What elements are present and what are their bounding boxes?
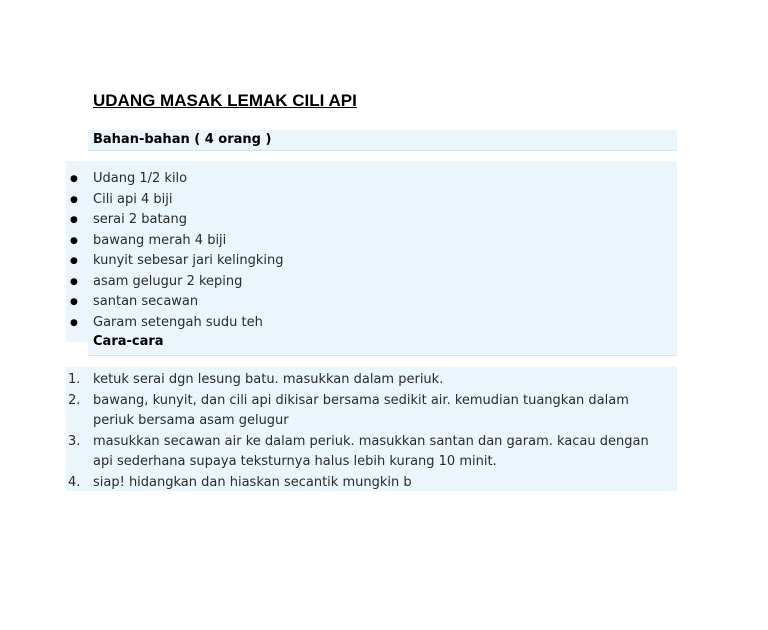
list-item [66, 313, 283, 334]
list-item [66, 473, 663, 494]
method-list [66, 370, 663, 493]
bullet-icon: ● [70, 194, 78, 205]
method-heading-band [88, 334, 677, 356]
bullet-icon: ● [70, 235, 78, 246]
list-item [66, 272, 283, 293]
bullet-icon: ● [70, 317, 78, 328]
list-item [66, 190, 283, 211]
step-number: 1. [68, 372, 81, 387]
step-text: masukkan secawan air ke dalam periuk. masukkan santan dan garam. kacau dengan api sederhana supaya teksturnya halus lebih kurang 10 minit. [93, 433, 649, 469]
list-item [66, 292, 283, 313]
ingredient-text: bawang merah 4 biji [93, 232, 227, 248]
bullet-icon: ● [70, 174, 78, 184]
page-title: UDANG MASAK LEMAK CILI API [93, 91, 357, 110]
list-item [66, 391, 663, 432]
bullet-icon: ● [70, 215, 78, 225]
list-item [66, 210, 283, 231]
list-item [66, 169, 283, 190]
step-text: bawang, kunyit, dan cili api dikisar bersama sedikit air. kemudian tuangkan dalam periuk bersama asam gelugur [93, 392, 629, 428]
bullet-icon: ● [70, 297, 78, 307]
step-number: 4. [68, 474, 81, 490]
ingredient-text: Garam setengah sudu teh [93, 314, 263, 330]
ingredients-list [66, 169, 283, 333]
ingredients-heading: Bahan-bahan ( 4 orang ) [93, 132, 272, 147]
ingredient-text: serai 2 batang [93, 212, 188, 227]
step-text: ketuk serai dgn lesung batu. masukkan dalam periuk. [93, 372, 444, 387]
step-text: siap! hidangkan dan hiaskan secantik mungkin b [93, 474, 412, 490]
ingredient-text: Cili api 4 biji [93, 191, 173, 207]
list-item [66, 231, 283, 252]
ingredient-text: Udang 1/2 kilo [93, 171, 188, 186]
ingredient-text: kunyit sebesar jari kelingking [93, 253, 284, 268]
method-heading: Cara-cara [93, 334, 164, 349]
ingredient-text: asam gelugur 2 keping [93, 273, 243, 289]
bullet-icon: ● [70, 256, 78, 266]
step-number: 3. [68, 433, 81, 449]
step-number: 2. [68, 392, 81, 408]
list-item [66, 370, 663, 391]
list-item [66, 432, 663, 473]
list-item [66, 251, 283, 272]
bullet-icon: ● [70, 276, 78, 287]
ingredient-text: santan secawan [93, 294, 199, 309]
